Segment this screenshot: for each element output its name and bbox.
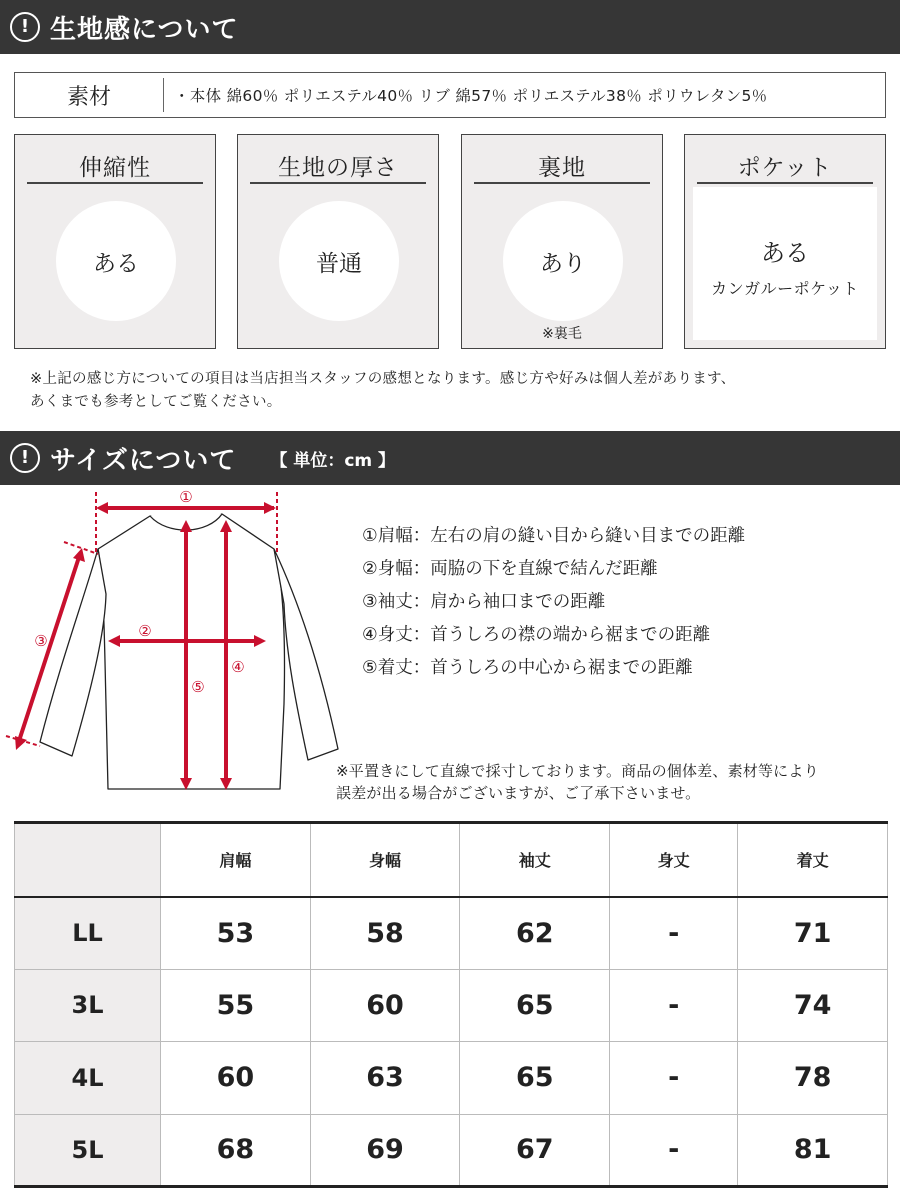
card-divider — [250, 182, 426, 184]
table-cell: 69 — [310, 1114, 460, 1187]
size-label: 4L — [15, 1042, 161, 1115]
card-divider — [697, 182, 873, 184]
pocket-card — [684, 134, 886, 349]
fabric-section-title: 生地感について — [50, 14, 239, 45]
table-cell: 62 — [460, 897, 610, 970]
size-label: 5L — [15, 1114, 161, 1187]
unit-label: 【 単位：cm 】 — [270, 450, 396, 471]
marker-body-length: ④ — [231, 658, 245, 676]
table-cell: 58 — [310, 897, 460, 970]
table-cell: - — [610, 1042, 738, 1115]
size-section-title: サイズについて — [50, 445, 237, 476]
table-cell: 65 — [460, 969, 610, 1042]
table-cell: - — [610, 1114, 738, 1187]
size-label: LL — [15, 897, 161, 970]
table-cell: 53 — [161, 897, 311, 970]
thickness-card — [237, 134, 439, 349]
table-cell: - — [610, 897, 738, 970]
sweatshirt-outline — [40, 514, 338, 789]
marker-total-length: ⑤ — [191, 678, 205, 696]
material-text: ・本体 綿60％ ポリエステル40％ リブ 綿57％ ポリエステル38％ ポリウレタン5％ — [174, 87, 768, 105]
table-cell: 81 — [738, 1114, 888, 1187]
card-divider — [474, 182, 650, 184]
measurement-note-line-1: ※平置きにして直線で採寸しております。商品の個体差、素材等により — [336, 762, 819, 780]
size-label: 3L — [15, 969, 161, 1042]
header-shoulder-width: 肩幅 — [161, 823, 311, 897]
pocket-title: ポケット — [737, 155, 833, 181]
material-label: 素材 — [66, 84, 111, 110]
size-section-header — [0, 431, 900, 485]
fabric-section-header — [0, 0, 900, 54]
lining-title: 裏地 — [538, 155, 586, 181]
lining-note: ※裏毛 — [542, 326, 582, 342]
thickness-value: 普通 — [279, 201, 399, 321]
table-cell: 71 — [738, 897, 888, 970]
table-cell: 60 — [161, 1042, 311, 1115]
pocket-type: カンガルーポケット — [711, 279, 859, 298]
stretch-value: ある — [56, 201, 176, 321]
table-row — [15, 897, 888, 970]
marker-body-width: ② — [138, 622, 152, 640]
header-total-length: 着丈 — [738, 823, 888, 897]
sweatshirt-measurement-diagram — [0, 484, 350, 804]
stretch-card — [14, 134, 216, 349]
header-body-length: 身丈 — [610, 823, 738, 897]
pocket-value: ある — [761, 239, 809, 267]
lining-value: あり — [503, 201, 623, 321]
table-cell: - — [610, 969, 738, 1042]
marker-shoulder-width: ① — [179, 488, 193, 506]
impression-disclaimer — [30, 368, 870, 414]
marker-sleeve-length: ③ — [34, 632, 48, 650]
definition-body-width: ②身幅：両脇の下を直線で結んだ距離 — [362, 559, 658, 579]
measurement-note-line-2: 誤差が出る場合がございますが、ご了承下さいませ。 — [336, 784, 701, 802]
table-cell: 55 — [161, 969, 311, 1042]
table-cell: 60 — [310, 969, 460, 1042]
lining-card — [461, 134, 663, 349]
exclamation-circle-icon: ! — [10, 12, 40, 42]
card-divider — [27, 182, 203, 184]
definition-sleeve-length: ③袖丈：肩から袖口までの距離 — [362, 592, 606, 612]
table-cell: 63 — [310, 1042, 460, 1115]
measurement-note — [336, 760, 896, 804]
table-cell: 78 — [738, 1042, 888, 1115]
disclaimer-line-2: あくまでも参考としてご覧ください。 — [30, 394, 282, 410]
header-corner — [15, 823, 161, 897]
table-row — [15, 1042, 888, 1115]
table-row — [15, 1114, 888, 1187]
definition-body-length: ④身丈：首うしろの襟の端から裾までの距離 — [362, 625, 711, 645]
header-body-width: 身幅 — [310, 823, 460, 897]
table-cell: 74 — [738, 969, 888, 1042]
size-table — [14, 821, 888, 1188]
table-cell: 65 — [460, 1042, 610, 1115]
definition-shoulder-width: ①肩幅：左右の肩の縫い目から縫い目までの距離 — [362, 526, 746, 546]
header-sleeve-length: 袖丈 — [460, 823, 610, 897]
table-row — [15, 969, 888, 1042]
table-cell: 68 — [161, 1114, 311, 1187]
definition-total-length: ⑤着丈：首うしろの中心から裾までの距離 — [362, 658, 693, 678]
exclamation-circle-icon: ! — [10, 443, 40, 473]
material-row — [14, 72, 886, 118]
size-table-header-row — [15, 823, 888, 897]
stretch-title: 伸縮性 — [79, 155, 151, 181]
table-cell: 67 — [460, 1114, 610, 1187]
thickness-title: 生地の厚さ — [278, 155, 398, 181]
disclaimer-line-1: ※上記の感じ方についての項目は当店担当スタッフの感想となります。感じ方や好みは個人差があります、 — [30, 371, 736, 387]
measurement-definitions — [362, 520, 892, 685]
